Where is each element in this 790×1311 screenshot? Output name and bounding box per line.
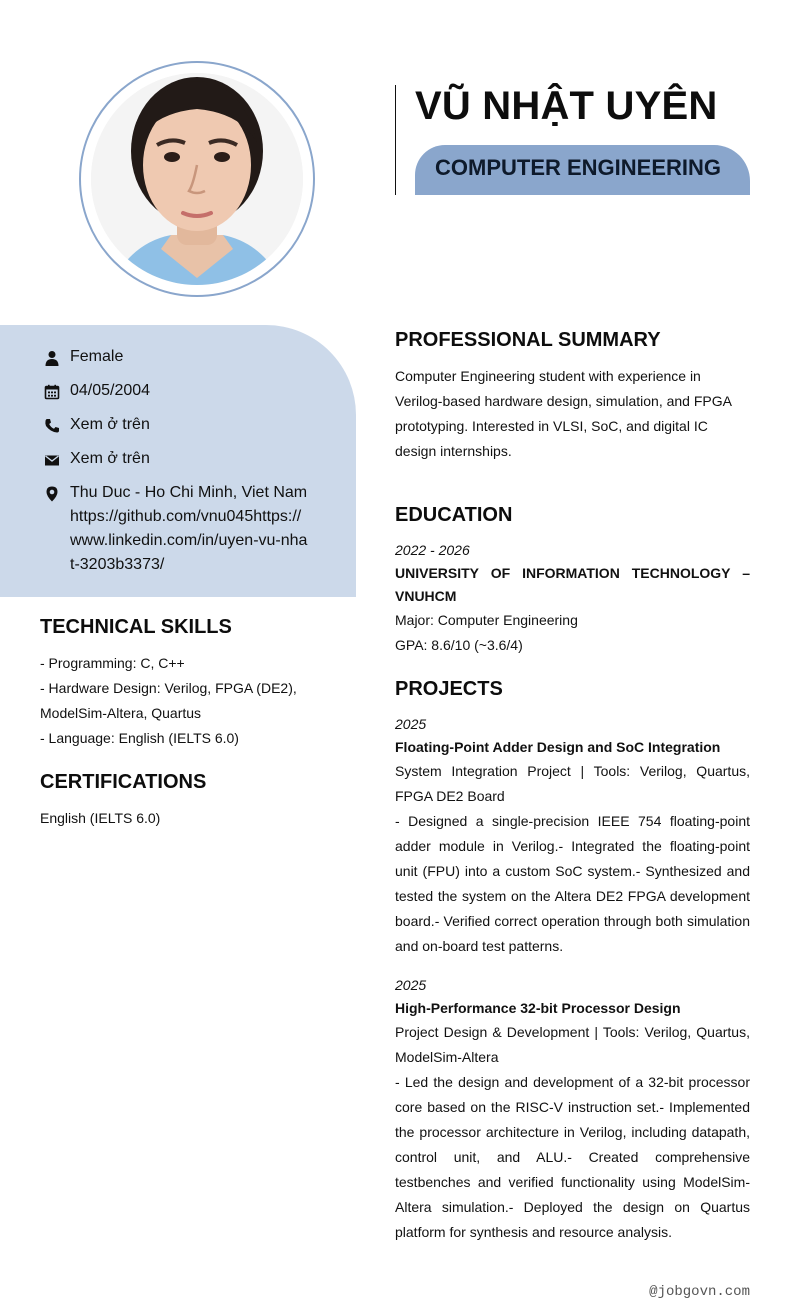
- calendar-icon: [44, 384, 60, 400]
- project-entry-2: [395, 973, 750, 1245]
- project-entry-1: [395, 712, 750, 959]
- address-value: Thu Duc - Ho Chi Minh, Viet Namhttps://github.com/vnu045https://www.linkedin.com/in/uyen-vu-nhat-3203b3373/: [70, 484, 308, 573]
- education-heading: EDUCATION: [395, 504, 513, 526]
- skills-list: [40, 651, 330, 751]
- education-major: Major: Computer Engineering: [395, 612, 578, 628]
- project-description: - Designed a single-precision IEEE 754 floating-point adder module in Verilog.- Integrated the floating-point unit (FPU) into a custom SoC system.- Synthesized and tested the system on the Altera DE2 FPGA development board.- Verified correct operation through both simulation and on-board test patterns.: [395, 813, 750, 954]
- project-role: System Integration Project | Tools: Verilog, Quartus, FPGA DE2 Board: [395, 763, 750, 804]
- certifications-heading: CERTIFICATIONS: [40, 771, 207, 793]
- project-year: 2025: [395, 716, 427, 732]
- education-entry: [395, 538, 750, 658]
- contact-email: [44, 450, 150, 471]
- contact-dob: [44, 382, 150, 403]
- dob-value: 04/05/2004: [70, 382, 151, 399]
- project-name: Floating-Point Adder Design and SoC Integration: [395, 739, 721, 755]
- project-year: 2025: [395, 977, 427, 993]
- contact-phone: [44, 416, 150, 437]
- education-school: UNIVERSITY OF INFORMATION TECHNOLOGY – VNUHCM: [395, 565, 750, 604]
- education-gpa: GPA: 8.6/10 (~3.6/4): [395, 637, 523, 653]
- contact-address: [44, 484, 310, 577]
- gender-value: Female: [70, 348, 124, 365]
- project-role: Project Design & Development | Tools: Verilog, Quartus, ModelSim-Altera: [395, 1024, 750, 1065]
- location-pin-icon: [44, 486, 60, 502]
- education-period: 2022 - 2026: [395, 542, 470, 558]
- footer-brand: @jobgovn.com: [649, 1284, 750, 1300]
- job-title: COMPUTER ENGINEERING: [435, 155, 722, 180]
- summary-text: Computer Engineering student with experience in Verilog-based hardware design, simulation, and FPGA prototyping. Interested in VLSI, SoC, and digital IC design internships.: [395, 368, 732, 459]
- project-description: - Led the design and development of a 32-bit processor core based on the RISC-V instruction set.- Implemented the processor architecture in Verilog, including datapath, control unit, and ALU.- Created comprehensive testbenches and verified functionality using ModelSim-Altera simulation.- Deployed the design on Quartus platform for synthesis and resource analysis.: [395, 1074, 750, 1240]
- email-value: Xem ở trên: [70, 450, 150, 467]
- summary-heading: PROFESSIONAL SUMMARY: [395, 329, 661, 351]
- skill-item: - Hardware Design: Verilog, FPGA (DE2), ModelSim-Altera, Quartus: [40, 680, 297, 721]
- phone-icon: [44, 418, 60, 434]
- skill-item: - Language: English (IELTS 6.0): [40, 730, 239, 746]
- contact-gender: [44, 348, 123, 369]
- certification-item: English (IELTS 6.0): [40, 810, 161, 826]
- projects-heading: PROJECTS: [395, 678, 503, 700]
- header-divider: [395, 85, 396, 195]
- project-name: High-Performance 32-bit Processor Design: [395, 1000, 681, 1016]
- person-icon: [44, 350, 60, 366]
- avatar: [91, 73, 303, 285]
- skills-heading: TECHNICAL SKILLS: [40, 616, 232, 638]
- skill-item: - Programming: C, C++: [40, 655, 185, 671]
- profile-photo: [79, 61, 315, 297]
- phone-value: Xem ở trên: [70, 416, 150, 433]
- mail-icon: [44, 452, 60, 468]
- candidate-name: VŨ NHẬT UYÊN: [415, 84, 718, 128]
